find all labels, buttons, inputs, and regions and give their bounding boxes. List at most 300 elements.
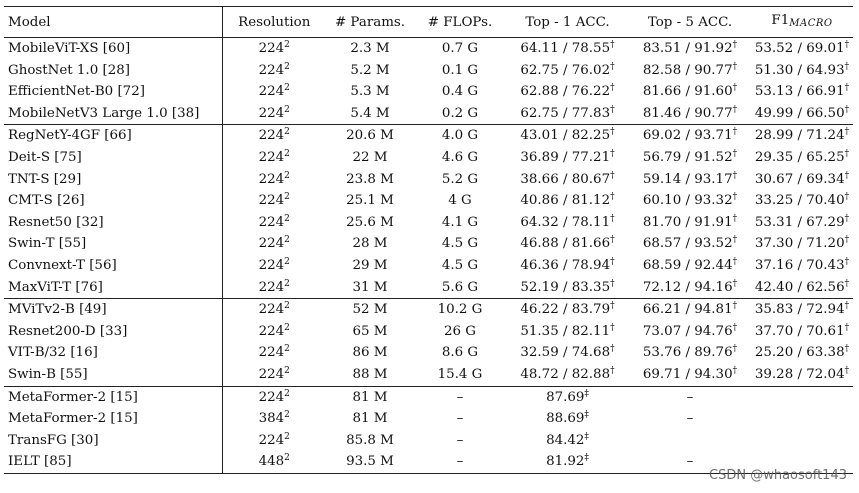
cell-top5-value: 68.57 / 93.52 [642, 236, 733, 252]
cell-resolution [222, 386, 326, 408]
cell-top5-value: 53.76 / 89.76 [642, 345, 733, 361]
cell-params [326, 277, 414, 299]
cell-top1-mark: † [610, 104, 615, 115]
cell-top5-mark: † [732, 83, 738, 94]
table-row [4, 386, 853, 408]
cell-top5-value: 81.66 / 91.60 [642, 84, 733, 100]
cell-params-value: 31 M [352, 279, 388, 295]
cell-top5-mark: † [732, 127, 738, 138]
table-row [4, 81, 853, 103]
table-row [4, 38, 853, 60]
cell-top1-mark: † [610, 301, 615, 312]
cell-flops [414, 255, 506, 277]
cell-flops [414, 408, 506, 430]
table-row [4, 60, 853, 82]
cell-top1-value: 46.36 / 78.94 [520, 257, 611, 273]
cell-top5-mark: † [732, 213, 738, 224]
cell-resolution-exponent: 2 [284, 388, 290, 399]
cell-params-value: 20.6 M [346, 128, 394, 144]
cell-top1 [506, 190, 629, 212]
cell-top5 [629, 125, 751, 147]
cell-top1 [506, 233, 629, 255]
cell-top5-value: 72.12 / 94.16 [642, 279, 733, 295]
cell-flops-value: 5.2 G [441, 171, 479, 187]
cell-f1-mark: † [844, 104, 850, 115]
cell-model [4, 190, 222, 212]
cell-flops-value: 4.1 G [441, 214, 479, 230]
cell-top1-value: 48.72 / 82.88 [520, 366, 611, 382]
cell-flops-value: – [456, 389, 464, 405]
cell-top5-value: 68.59 / 92.44 [642, 257, 733, 273]
cell-top5-mark: † [732, 301, 738, 312]
cell-top5-value: – [686, 411, 694, 427]
cell-model [4, 60, 222, 82]
cell-top1-value: 62.88 / 76.22 [520, 84, 611, 100]
cell-f1-value: 49.99 / 66.50 [754, 105, 845, 121]
cell-f1-mark: † [844, 192, 850, 203]
cell-top1-value: 81.92 [546, 454, 585, 470]
cell-params [326, 60, 414, 82]
cell-params-value: 25.6 M [346, 214, 394, 230]
cell-f1-mark: † [844, 148, 850, 159]
cell-top5 [629, 386, 751, 408]
cell-model-value: Deit-S [75] [8, 149, 82, 165]
cell-top1 [506, 299, 629, 321]
cell-top1-value: 62.75 / 77.83 [520, 105, 611, 121]
cell-top5-mark: † [732, 40, 738, 50]
cell-resolution-value: 448 [258, 454, 285, 470]
cell-resolution [222, 430, 326, 452]
cell-top5 [629, 81, 751, 103]
cell-f1 [751, 190, 853, 212]
table-header-row [4, 7, 853, 38]
cell-resolution-exponent: 2 [284, 104, 290, 115]
cell-params [326, 169, 414, 191]
cell-top1-mark: ‡ [584, 431, 589, 442]
cell-top1 [506, 277, 629, 299]
cell-f1-value: 39.28 / 72.04 [754, 366, 845, 382]
cell-f1-mark: † [844, 301, 850, 312]
cell-f1 [751, 212, 853, 234]
cell-flops [414, 103, 506, 125]
cell-f1 [751, 386, 853, 408]
cell-flops [414, 60, 506, 82]
cell-f1-value: 37.30 / 71.20 [754, 236, 845, 252]
cell-top5-value: 59.14 / 93.17 [642, 171, 733, 187]
cell-f1-value: 53.13 / 66.91 [754, 84, 845, 100]
cell-top5-value: 73.07 / 94.76 [642, 323, 733, 339]
cell-model [4, 233, 222, 255]
cell-top1 [506, 451, 629, 473]
cell-resolution [222, 212, 326, 234]
cell-f1-value: 35.83 / 72.94 [754, 302, 845, 318]
cell-top1-value: 51.35 / 82.11 [520, 323, 611, 339]
cell-model-value: CMT-S [26] [8, 193, 85, 209]
cell-top1-mark: † [610, 365, 615, 376]
cell-top1-value: 62.75 / 76.02 [520, 62, 611, 78]
cell-f1 [751, 103, 853, 125]
cell-model-value: GhostNet 1.0 [28] [8, 62, 130, 78]
cell-params-value: 28 M [352, 236, 388, 252]
cell-top5-value: 81.46 / 90.77 [642, 105, 733, 121]
cell-model-value: MobileNetV3 Large 1.0 [38] [8, 105, 200, 121]
cell-resolution-value: 224 [258, 214, 285, 230]
header-f1-subscript: MACRO [789, 18, 833, 29]
cell-resolution [222, 233, 326, 255]
cell-flops [414, 299, 506, 321]
cell-params [326, 103, 414, 125]
cell-params-value: 93.5 M [346, 454, 394, 470]
cell-f1 [751, 255, 853, 277]
cell-params-value: 22 M [352, 149, 388, 165]
cell-params-value: 86 M [352, 345, 388, 361]
cell-top1-value: 64.11 / 78.55 [520, 41, 611, 56]
cell-top5 [629, 212, 751, 234]
cell-top5-value: 82.58 / 90.77 [642, 62, 733, 78]
cell-top5-value: 83.51 / 91.92 [642, 41, 733, 56]
cell-f1-mark: † [844, 170, 850, 181]
cell-f1 [751, 169, 853, 191]
cell-resolution [222, 321, 326, 343]
cell-top1-value: 88.69 [546, 411, 585, 427]
cell-top5-value: 66.21 / 94.81 [642, 302, 733, 318]
cell-flops [414, 342, 506, 364]
table-row [4, 430, 853, 452]
cell-top5-value: 60.10 / 93.32 [642, 193, 733, 209]
cell-top5 [629, 321, 751, 343]
cell-params [326, 147, 414, 169]
cell-params [326, 125, 414, 147]
cell-params [326, 212, 414, 234]
cell-top1-mark: † [610, 344, 615, 355]
cell-model-value: MViTv2-B [49] [8, 302, 107, 318]
cell-top5-mark: † [732, 322, 738, 333]
cell-f1-mark: † [844, 256, 850, 267]
cell-f1 [751, 321, 853, 343]
table-row [4, 364, 853, 386]
cell-top1-value: 87.69 [546, 389, 585, 405]
cell-resolution-exponent: 2 [284, 322, 290, 333]
cell-resolution-value: 224 [258, 323, 285, 339]
table-row [4, 255, 853, 277]
cell-model [4, 255, 222, 277]
cell-resolution-exponent: 2 [284, 453, 290, 464]
cell-f1 [751, 277, 853, 299]
cell-model-value: Resnet50 [32] [8, 214, 104, 230]
cell-f1 [751, 233, 853, 255]
cell-top1-value: 84.42 [546, 432, 585, 448]
cell-model-value: Swin-T [55] [8, 236, 87, 252]
cell-f1-mark: † [844, 61, 850, 72]
header-f1-label: F1 [771, 13, 790, 28]
cell-top1-mark: † [610, 256, 615, 267]
cell-params-value: 52 M [352, 302, 388, 318]
cell-top1 [506, 430, 629, 452]
table-row [4, 169, 853, 191]
cell-top5-mark: † [732, 344, 738, 355]
cell-resolution-exponent: 2 [284, 127, 290, 138]
table-row [4, 233, 853, 255]
cell-top5-mark: † [732, 104, 738, 115]
cell-model-value: TransFG [30] [8, 432, 99, 448]
cell-f1-mark: † [844, 344, 850, 355]
cell-flops [414, 277, 506, 299]
cell-f1-value: 53.31 / 67.29 [754, 214, 845, 230]
cell-top5-mark: † [732, 278, 738, 289]
cell-top5-value: 56.79 / 91.52 [642, 149, 733, 165]
cell-f1-value: 28.99 / 71.24 [754, 128, 845, 144]
cell-resolution-exponent: 2 [284, 256, 290, 267]
cell-top1 [506, 255, 629, 277]
results-table [4, 6, 853, 474]
cell-params-value: 23.8 M [346, 171, 394, 187]
cell-f1-value: 25.20 / 63.38 [754, 345, 845, 361]
cell-resolution-value: 224 [258, 236, 285, 252]
cell-top5-mark: † [732, 170, 738, 181]
table-row [4, 147, 853, 169]
cell-params [326, 342, 414, 364]
cell-top1-mark: ‡ [584, 410, 589, 421]
watermark: CSDN @whaosoft143 [709, 468, 847, 483]
cell-params [326, 190, 414, 212]
header-model: Model [4, 7, 222, 38]
cell-top1-value: 40.86 / 81.12 [520, 193, 611, 209]
cell-model [4, 277, 222, 299]
cell-model [4, 364, 222, 386]
cell-resolution-value: 224 [258, 389, 285, 405]
cell-resolution [222, 60, 326, 82]
cell-params-value: 81 M [352, 411, 388, 427]
cell-params-value: 5.2 M [350, 62, 390, 78]
cell-top1-mark: † [610, 278, 615, 289]
cell-top1 [506, 125, 629, 147]
cell-params [326, 430, 414, 452]
cell-top1-value: 38.66 / 80.67 [520, 171, 611, 187]
cell-model [4, 81, 222, 103]
header-resolution: Resolution [222, 7, 326, 38]
cell-flops [414, 430, 506, 452]
cell-model-value: MobileViT-XS [60] [8, 41, 131, 56]
cell-top5-value: 81.70 / 91.91 [642, 214, 733, 230]
cell-top5-value: – [686, 389, 694, 405]
cell-resolution-value: 384 [258, 411, 285, 427]
cell-top5 [629, 38, 751, 60]
cell-top1-mark: ‡ [584, 453, 589, 464]
cell-flops [414, 38, 506, 60]
cell-resolution-exponent: 2 [284, 278, 290, 289]
cell-top5-value: – [686, 454, 694, 470]
cell-model-value: Resnet200-D [33] [8, 323, 128, 339]
cell-resolution-value: 224 [258, 302, 285, 318]
cell-model-value: RegNetY-4GF [66] [8, 128, 132, 144]
cell-f1-mark: † [844, 40, 850, 50]
cell-resolution-value: 224 [258, 128, 285, 144]
cell-top1-value: 64.32 / 78.11 [520, 214, 611, 230]
cell-top1-mark: † [610, 148, 615, 159]
cell-top1 [506, 342, 629, 364]
cell-model-value: MetaFormer-2 [15] [8, 389, 138, 405]
cell-resolution [222, 255, 326, 277]
cell-top1-mark: † [610, 61, 615, 72]
cell-top1 [506, 386, 629, 408]
cell-model-value: IELT [85] [8, 454, 72, 470]
cell-flops [414, 190, 506, 212]
cell-params [326, 321, 414, 343]
cell-f1-value: 30.67 / 69.34 [754, 171, 845, 187]
cell-top5 [629, 299, 751, 321]
table-row [4, 342, 853, 364]
cell-resolution-exponent: 2 [284, 235, 290, 246]
cell-top1-mark: † [610, 322, 615, 333]
cell-flops-value: – [456, 432, 464, 448]
cell-top5 [629, 190, 751, 212]
cell-top5 [629, 364, 751, 386]
cell-params [326, 38, 414, 60]
cell-flops-value: 0.4 G [441, 84, 479, 100]
cell-top1-value: 43.01 / 82.25 [520, 128, 611, 144]
cell-top1-mark: † [610, 83, 615, 94]
cell-model [4, 38, 222, 60]
cell-params [326, 408, 414, 430]
cell-params-value: 5.3 M [350, 84, 390, 100]
cell-model [4, 169, 222, 191]
cell-top1-value: 46.22 / 83.79 [520, 302, 611, 318]
cell-flops-value: 4.5 G [441, 257, 479, 273]
cell-top1-mark: † [610, 170, 615, 181]
results-table-container [4, 6, 853, 474]
cell-top5 [629, 408, 751, 430]
cell-top5 [629, 233, 751, 255]
cell-top5-mark: † [732, 365, 738, 376]
cell-model [4, 321, 222, 343]
cell-f1 [751, 364, 853, 386]
cell-f1-value: 51.30 / 64.93 [754, 62, 845, 78]
cell-params-value: 88 M [352, 366, 388, 382]
header-flops: # FLOPs. [414, 7, 506, 38]
cell-top5 [629, 103, 751, 125]
cell-model [4, 299, 222, 321]
cell-model [4, 103, 222, 125]
cell-top5 [629, 430, 751, 452]
cell-model [4, 212, 222, 234]
cell-top1 [506, 38, 629, 60]
cell-resolution-value: 224 [258, 84, 285, 100]
cell-flops [414, 169, 506, 191]
cell-flops-value: 4.6 G [441, 149, 479, 165]
cell-model-value: MetaFormer-2 [15] [8, 411, 138, 427]
table-row [4, 277, 853, 299]
cell-resolution [222, 169, 326, 191]
cell-resolution-value: 224 [258, 366, 285, 382]
cell-top1-mark: † [610, 192, 615, 203]
cell-top5 [629, 169, 751, 191]
cell-f1-mark: † [844, 365, 850, 376]
cell-f1-mark: † [844, 322, 850, 333]
cell-resolution-exponent: 2 [284, 170, 290, 181]
cell-params-value: 81 M [352, 389, 388, 405]
cell-top1 [506, 364, 629, 386]
cell-resolution-value: 224 [258, 432, 285, 448]
table-row [4, 408, 853, 430]
cell-flops [414, 364, 506, 386]
cell-f1-value: 37.16 / 70.43 [754, 257, 845, 273]
cell-params [326, 451, 414, 473]
cell-flops-value: 8.6 G [441, 345, 479, 361]
header-top5: Top - 5 ACC. [629, 7, 751, 38]
cell-flops-value: 0.2 G [441, 105, 479, 121]
cell-resolution [222, 103, 326, 125]
cell-top5 [629, 147, 751, 169]
cell-params-value: 29 M [352, 257, 388, 273]
cell-top1-value: 52.19 / 83.35 [520, 279, 611, 295]
cell-flops [414, 81, 506, 103]
cell-model [4, 147, 222, 169]
cell-flops-value: 5.6 G [441, 279, 479, 295]
table-row [4, 103, 853, 125]
cell-model [4, 408, 222, 430]
cell-model-value: Swin-B [55] [8, 366, 88, 382]
table-row [4, 299, 853, 321]
cell-model-value: Convnext-T [56] [8, 257, 117, 273]
cell-flops-value: 4 G [448, 193, 472, 209]
cell-top5 [629, 277, 751, 299]
cell-flops-value: 0.1 G [441, 62, 479, 78]
table-row [4, 321, 853, 343]
cell-model-value: TNT-S [29] [8, 171, 82, 187]
cell-top1-value: 36.89 / 77.21 [520, 149, 611, 165]
cell-params-value: 5.4 M [350, 105, 390, 121]
cell-resolution-value: 224 [258, 345, 285, 361]
cell-resolution-value: 224 [258, 105, 285, 121]
cell-resolution-exponent: 2 [284, 410, 290, 421]
cell-flops [414, 451, 506, 473]
cell-params-value: 2.3 M [350, 41, 390, 56]
cell-params-value: 85.8 M [346, 432, 394, 448]
cell-f1-mark: † [844, 213, 850, 224]
cell-top1 [506, 60, 629, 82]
cell-f1 [751, 81, 853, 103]
cell-model [4, 342, 222, 364]
cell-f1-mark: † [844, 278, 850, 289]
table-row [4, 190, 853, 212]
cell-flops-value: 4.0 G [441, 128, 479, 144]
cell-flops-value: – [456, 454, 464, 470]
cell-resolution-exponent: 2 [284, 213, 290, 224]
cell-top5 [629, 342, 751, 364]
cell-f1 [751, 299, 853, 321]
cell-resolution [222, 451, 326, 473]
cell-top1 [506, 103, 629, 125]
cell-model-value: EfficientNet-B0 [72] [8, 84, 145, 100]
cell-model [4, 430, 222, 452]
cell-top1 [506, 212, 629, 234]
cell-f1 [751, 147, 853, 169]
cell-top5-value: 69.02 / 93.71 [642, 128, 733, 144]
cell-resolution-value: 224 [258, 149, 285, 165]
cell-top1-mark: ‡ [584, 388, 589, 399]
cell-params [326, 364, 414, 386]
cell-flops [414, 212, 506, 234]
cell-f1-value: 33.25 / 70.40 [754, 193, 845, 209]
cell-f1 [751, 342, 853, 364]
cell-resolution-exponent: 2 [284, 192, 290, 203]
cell-resolution [222, 277, 326, 299]
cell-flops [414, 125, 506, 147]
cell-resolution-exponent: 2 [284, 344, 290, 355]
cell-top5 [629, 60, 751, 82]
cell-model-value: VIT-B/32 [16] [8, 345, 98, 361]
cell-params-value: 65 M [352, 323, 388, 339]
